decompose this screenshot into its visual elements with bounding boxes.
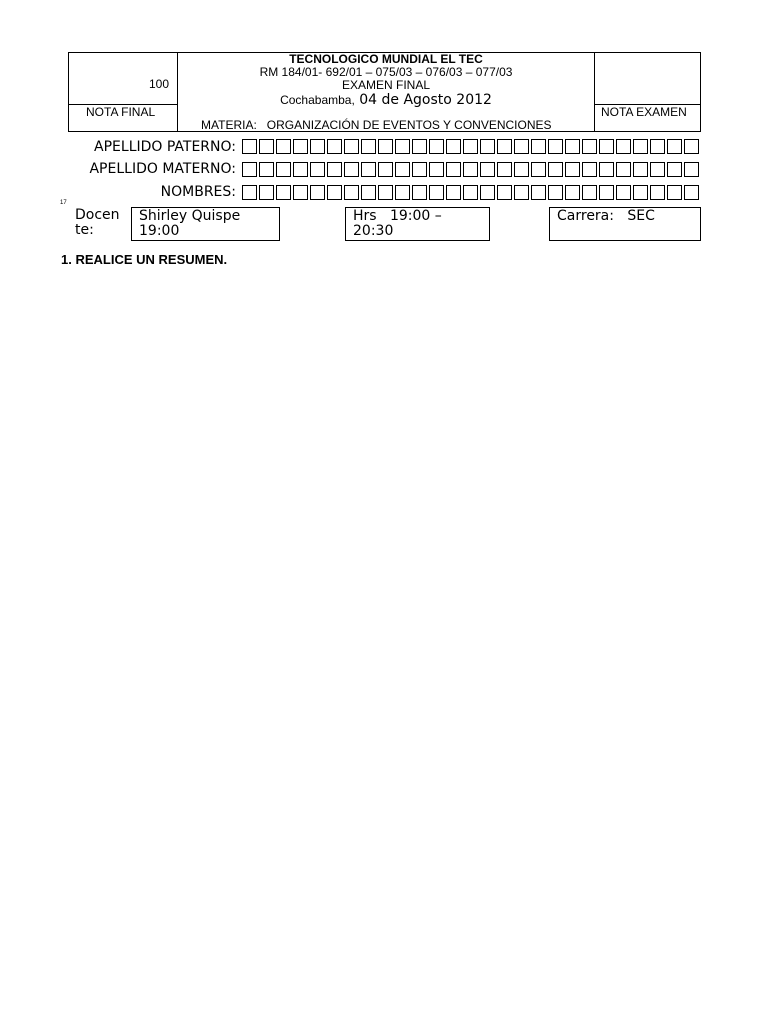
paternal-surname-cells[interactable]: [242, 139, 701, 156]
exam-grade-label: NOTA EXAMEN: [601, 105, 687, 119]
names-cells[interactable]: [242, 185, 701, 202]
career-box: [549, 207, 701, 241]
names-label: NOMBRES:: [160, 184, 236, 200]
hours-line: [353, 209, 489, 224]
subject-name: ORGANIZACIÓN DE EVENTOS Y CONVENCIONES: [266, 118, 552, 132]
institution-name: TECNOLOGICO MUNDIAL EL TEC: [289, 52, 483, 66]
career-label: Carrera:: [557, 208, 614, 224]
subject-label: MATERIA:: [201, 118, 257, 132]
hours-end: 20:30: [353, 223, 394, 239]
subject-line: [201, 119, 552, 132]
exam-date: 04 de Agosto 2012: [359, 92, 492, 108]
teacher-time: 19:00: [139, 223, 180, 239]
footnote-mark: 17: [60, 200, 67, 206]
header-divider-right: [594, 52, 595, 132]
final-grade-label: NOTA FINAL: [86, 105, 156, 119]
teacher-box: [131, 207, 280, 241]
teacher-label: Docen te:: [75, 207, 120, 238]
date-line: [178, 92, 594, 108]
maternal-surname-label: APELLIDO MATERNO:: [89, 161, 236, 177]
header-center: [178, 53, 594, 108]
score-max: 100: [149, 77, 170, 91]
hours-start: 19:00 –: [389, 208, 442, 224]
exam-type: EXAMEN FINAL: [341, 78, 431, 92]
city: Cochabamba,: [280, 93, 355, 107]
paternal-surname-label: APELLIDO PATERNO:: [94, 139, 236, 155]
hours-box: [345, 207, 490, 241]
resolution-line: RM 184/01- 692/01 – 075/03 – 076/03 – 077/03: [259, 65, 513, 79]
maternal-surname-cells[interactable]: [242, 162, 701, 179]
career-value: SEC: [627, 208, 655, 224]
question-1: 1. REALICE UN RESUMEN.: [61, 252, 228, 267]
teacher-name: Shirley Quispe: [139, 208, 241, 224]
hours-label: Hrs: [353, 208, 377, 224]
